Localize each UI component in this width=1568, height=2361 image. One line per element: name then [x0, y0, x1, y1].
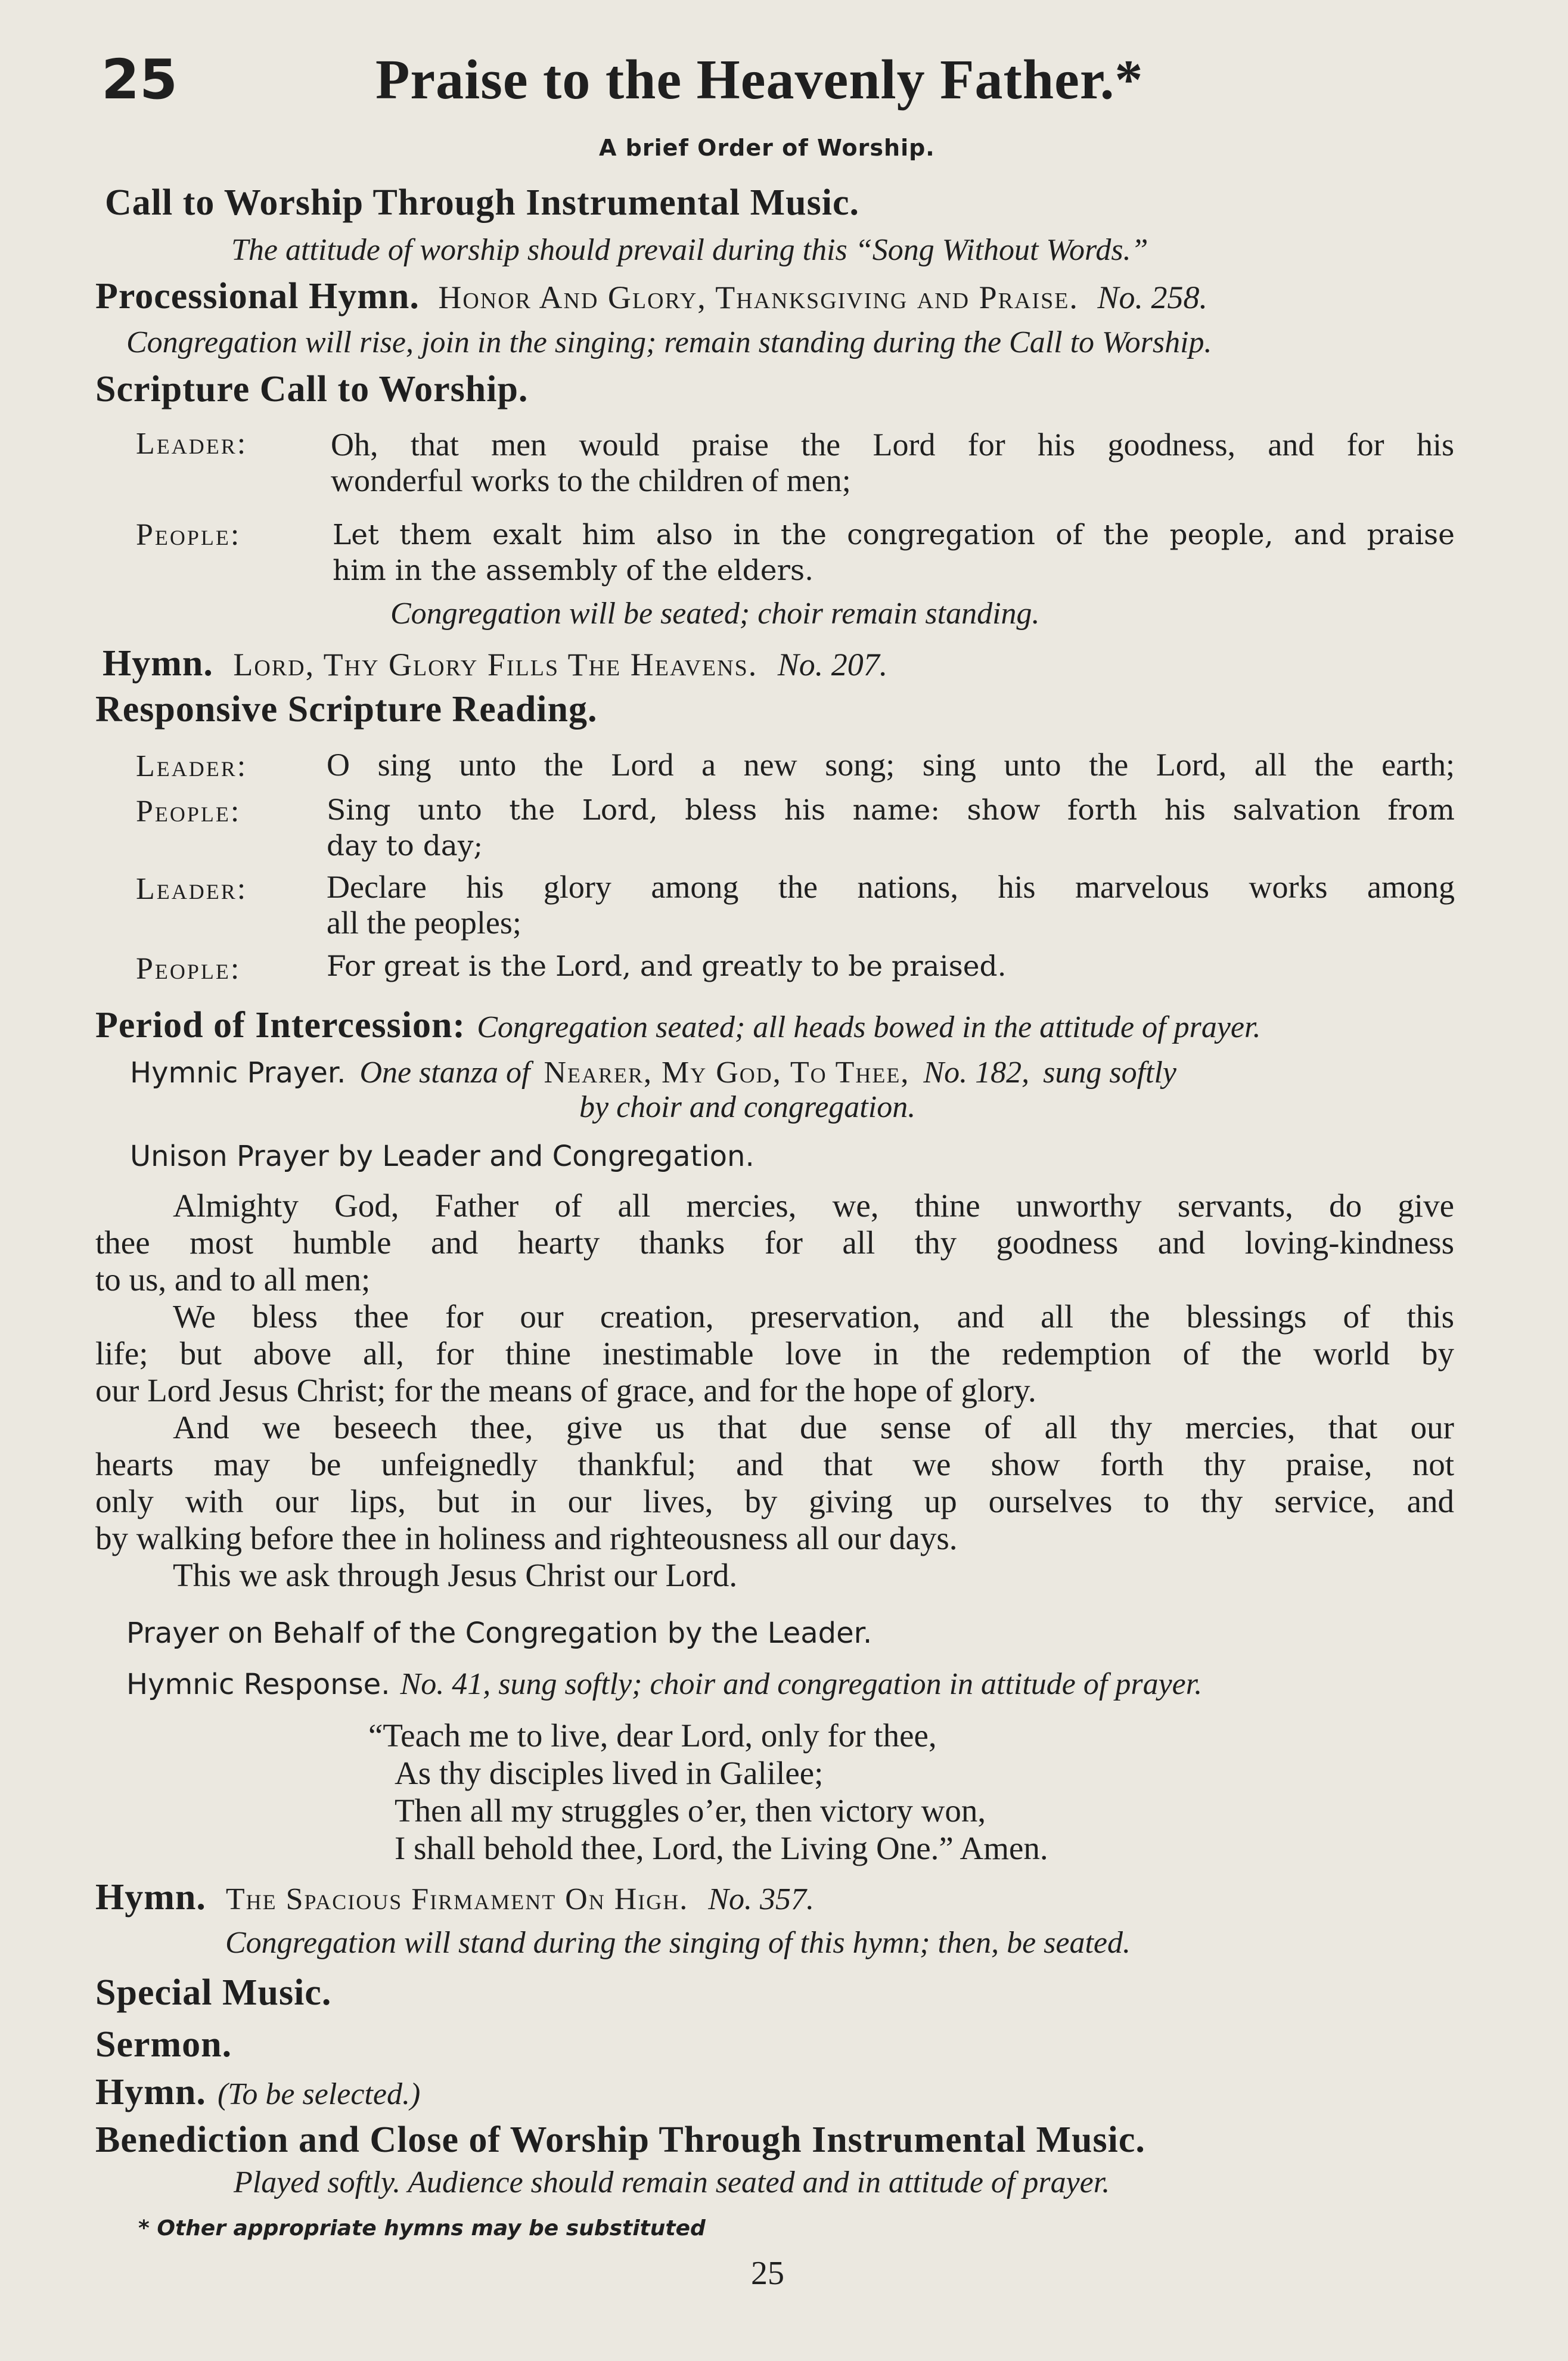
- resp-leader-text-1: O sing unto the Lord a new song; sing unto the Lord, all the earth;: [327, 747, 1455, 783]
- resp-leader-label-1: Leader:: [136, 749, 248, 783]
- processional-line: [95, 275, 1207, 318]
- scripture-people-text: Let them exalt him also in the congregation of the people, and praise him in the assembly of the elders.: [333, 519, 1455, 587]
- leader-label: Leader:: [136, 427, 248, 461]
- hymn-207-line: Hymn. Lord, Thy Glory Fills The Heavens. No. 207.: [103, 643, 888, 684]
- behalf-prayer: Prayer on Behalf of the Congregation by the Leader.: [126, 1617, 873, 1650]
- hymnic-prayer-label: Hymnic Prayer.: [130, 1056, 346, 1090]
- responsive-heading: Responsive Scripture Reading.: [95, 689, 598, 730]
- resp-leader-label-2: Leader:: [136, 872, 248, 906]
- verse: [368, 1717, 1048, 1867]
- hymnic-response-line: [126, 1667, 1202, 1702]
- call-to-worship-note: The attitude of worship should prevail during this “Song Without Words.”: [231, 233, 1148, 267]
- processional-heading: Processional Hymn.: [95, 276, 420, 317]
- hymn-357-number: No. 357.: [708, 1882, 814, 1916]
- page-title: Praise to the Heavenly Father.*: [375, 49, 1144, 111]
- prayer-text: Almighty God, Father of all mercies, we, thine unworthy servants, do give thee most humble and hearty thanks for all thy goodness and loving-kindness to us, and to all men; We bless thee for our creation, preservation, and all the blessings of this life; but above all, for thine inestimable love in the redemption of the world by our Lord Jesus Christ; for the means of grace, and for the hope of glory. And we beseech thee, give us that due sense of all thy mercies, that our hearts may be unfeignedly thankful; and that we show forth thy praise, not only with our lips, but in our lives, by giving up ourselves to thy service, and by walking before thee in holiness and righteousness all our days. This we ask through Jesus Christ our Lord.: [95, 1187, 1454, 1593]
- hymnic-response-label: Hymnic Response.: [126, 1668, 390, 1701]
- resp-people-label-2: People:: [136, 952, 241, 986]
- footnote: * Other appropriate hymns may be substituted: [138, 2216, 706, 2241]
- hymn-357-line: Hymn. The Spacious Firmament On High. No. 357.: [95, 1877, 814, 1918]
- hymnic-prayer-line2: by choir and congregation.: [579, 1090, 916, 1124]
- hymn-207-title: Lord, Thy Glory Fills The Heavens.: [233, 647, 758, 682]
- hymn-357-note: Congregation will stand during the singing of this hymn; then, be seated.: [225, 1926, 1131, 1960]
- verse-line: Then all my struggles o’er, then victory won,: [395, 1792, 986, 1829]
- hymnic-response-text: No. 41, sung softly; choir and congregation in attitude of prayer.: [400, 1667, 1203, 1701]
- people-label: People:: [136, 518, 241, 552]
- hymn-selected-line: Hymn. (To be selected.): [95, 2072, 421, 2112]
- processional-note: Congregation will rise, join in the singing; remain standing during the Call to Worship.: [126, 325, 1212, 359]
- call-to-worship-heading: Call to Worship Through Instrumental Music.: [105, 182, 860, 223]
- special-music: Special Music.: [95, 1972, 332, 2013]
- hymn-207-number: No. 207.: [777, 647, 888, 682]
- sermon: Sermon.: [95, 2024, 232, 2065]
- unison-prayer-label: Unison Prayer by Leader and Congregation.: [130, 1140, 754, 1173]
- page-subtitle: A brief Order of Worship.: [599, 135, 935, 161]
- hymn-selected-note: (To be selected.): [217, 2077, 421, 2111]
- processional-hymn: Honor And Glory, Thanksgiving and Praise.: [438, 280, 1079, 315]
- resp-people-text-2: For great is the Lord, and greatly to be praised.: [327, 950, 1007, 983]
- hymnic-prayer-hymn: Nearer, My God, To Thee,: [544, 1056, 910, 1090]
- resp-people-label-1: People:: [136, 795, 241, 829]
- intercession-note: Congregation seated; all heads bowed in the attitude of prayer.: [477, 1010, 1261, 1044]
- intercession-line: [95, 1004, 1260, 1047]
- resp-people-text-1: Sing unto the Lord, bless his name: show forth his salvation from day to day;: [327, 794, 1455, 863]
- scripture-leader-text: Oh, that men would praise the Lord for his goodness, and for his wonderful works to the children of men;: [331, 427, 1454, 498]
- page-number-top: 25: [101, 48, 178, 111]
- hymn-357-title: The Spacious Firmament On High.: [225, 1882, 689, 1916]
- hymnic-prayer-line: Hymnic Prayer. One stanza of Nearer, My God, To Thee, No. 182, sung softly: [130, 1056, 1176, 1090]
- verse-line: “Teach me to live, dear Lord, only for thee,: [368, 1717, 937, 1754]
- resp-leader-text-2: Declare his glory among the nations, his marvelous works among all the peoples;: [327, 869, 1455, 941]
- processional-number: No. 258.: [1097, 280, 1207, 315]
- benediction-heading: Benediction and Close of Worship Through Instrumental Music.: [95, 2120, 1145, 2160]
- intercession-heading: Period of Intercession:: [95, 1005, 466, 1045]
- scripture-call-heading: Scripture Call to Worship.: [95, 369, 529, 409]
- benediction-note: Played softly. Audience should remain seated and in attitude of prayer.: [234, 2165, 1110, 2199]
- verse-line: I shall behold thee, Lord, the Living One.” Amen.: [395, 1830, 1048, 1866]
- page-number-bottom: 25: [751, 2255, 784, 2292]
- scripture-call-note: Congregation will be seated; choir remain standing.: [390, 597, 1040, 631]
- verse-line: As thy disciples lived in Galilee;: [395, 1755, 824, 1791]
